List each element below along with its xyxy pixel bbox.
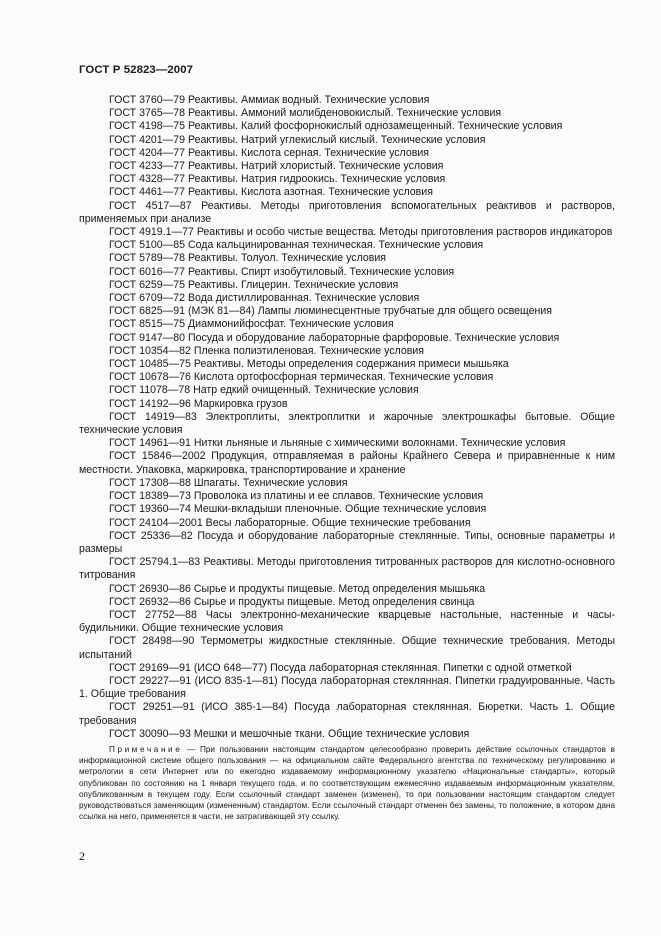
reference-item: ГОСТ 10485—75 Реактивы. Методы определения содержания примеси мышьяка bbox=[109, 358, 509, 371]
reference-item: ГОСТ 11078—78 Натр едкий очищенный. Технические условия bbox=[109, 384, 419, 397]
reference-item: ГОСТ 3760—79 Реактивы. Аммиак водный. Технические условия bbox=[109, 94, 430, 106]
reference-item: ГОСТ 4204—77 Реактивы. Кислота серная. Технические условия bbox=[109, 146, 430, 159]
reference-item: ГОСТ 10354—82 Пленка полиэтиленовая. Технические условия bbox=[109, 344, 425, 357]
reference-item: ГОСТ 6825—91 (МЭК 81—84) Лампы люминесцентные трубчатые для общего освещения bbox=[109, 305, 552, 318]
reference-item: ГОСТ 28498—90 Термометры жидкостные стеклянные. Общие технические требования. Методы испытаний bbox=[79, 635, 615, 661]
reference-item: ГОСТ 25794.1—83 Реактивы. Методы приготовления титрованных растворов для кислотно-основного титрования bbox=[79, 556, 615, 582]
reference-item: ГОСТ 25336—82 Посуда и оборудование лабораторные стеклянные. Типы, основные параметры и размеры bbox=[79, 529, 615, 555]
reference-item: ГОСТ 30090—93 Мешки и мешочные ткани. Общие технические условия bbox=[109, 727, 470, 740]
page-header: ГОСТ Р 52823—2007 bbox=[79, 64, 194, 76]
reference-item: ГОСТ 29251—91 (ИСО 385-1—84) Посуда лабораторная стеклянная. Бюретки. Часть 1. Общие требования bbox=[79, 701, 615, 727]
reference-item: ГОСТ 26932—86 Сырье и продукты пищевые. Метод определения свинца bbox=[109, 595, 475, 608]
reference-item: ГОСТ 4919.1—77 Реактивы и особо чистые вещества. Методы приготовления растворов индикаторов bbox=[109, 226, 613, 239]
reference-item: ГОСТ 27752—88 Часы электронно-механические кварцевые настольные, настенные и часы-будильники. Общие технические условия bbox=[79, 608, 615, 635]
reference-item: ГОСТ 6016—77 Реактивы. Спирт изобутиловый. Технические условия bbox=[109, 265, 455, 278]
reference-item: ГОСТ 4461—77 Реактивы. Кислота азотная. Технические условия bbox=[109, 186, 433, 199]
reference-item: ГОСТ 18389—73 Проволока из платины и ее сплавов. Технические условия bbox=[109, 490, 484, 503]
reference-item: ГОСТ 3765—78 Реактивы. Аммоний молибденовокислый. Технические условия bbox=[109, 107, 502, 120]
note-paragraph bbox=[79, 744, 615, 822]
reference-item: ГОСТ 6259—75 Реактивы. Глицерин. Технические условия bbox=[109, 278, 399, 291]
note-text: — При пользовании настоящим стандартом целесообразно проверить действие ссылочных стандартов в информационной системе общего пользования — на официальном сайте Федерального агентства по техническому регулированию и метрологии в сети Интернет или по ежегодно издаваемому информационному указателю «Национальные стандарты», который опубликован по состоянию на 1 января текущего года, и по соответствующим ежемесячно издаваемым информационным указателям, опубликованным в текущем году. Если ссылочный стандарт заменен (изменен), то при пользовании настоящим стандартом следует руководствоваться заменяющим (измененным) стандартом. Если ссылочный стандарт отменен без замены, то положение, в котором дана ссылка на него, применяется в части, не затрагивающей эту ссылку. bbox=[79, 745, 615, 822]
reference-item: ГОСТ 17308—88 Шпагаты. Технические условия bbox=[109, 476, 348, 489]
reference-item: ГОСТ 29169—91 (ИСО 648—77) Посуда лабораторная стеклянная. Пипетки с одной отметкой bbox=[109, 661, 572, 674]
reference-item: ГОСТ 4233—77 Реактивы. Натрий хлористый. Технические условия bbox=[109, 160, 444, 173]
page-number: 2 bbox=[79, 849, 85, 863]
reference-item: ГОСТ 4201—79 Реактивы. Натрий углекислый кислый. Технические условия bbox=[109, 133, 486, 146]
reference-item: ГОСТ 10678—76 Кислота ортофосфорная термическая. Технические условия bbox=[109, 371, 494, 384]
reference-item: ГОСТ 9147—80 Посуда и оборудование лабораторные фарфоровые. Технические условия bbox=[109, 331, 560, 344]
reference-item: ГОСТ 8515—75 Диаммонийфосфат. Технические условия bbox=[109, 318, 394, 331]
reference-item: ГОСТ 4198—75 Реактивы. Калий фосфорнокислый однозамещенный. Технические условия bbox=[109, 120, 563, 133]
reference-item: ГОСТ 29227—91 (ИСО 835-1—81) Посуда лабораторная стеклянная. Пипетки градуированные. Часть 1. Общие требования bbox=[79, 674, 615, 701]
reference-item: ГОСТ 15846—2002 Продукция, отправляемая в районы Крайнего Севера и приравненные к ним местности. Упаковка, маркировка, транспортирование и хранение bbox=[79, 450, 615, 476]
reference-item: ГОСТ 14192—96 Маркировка грузов bbox=[109, 397, 288, 410]
reference-item: ГОСТ 14961—91 Нитки льняные и льняные с химическими волокнами. Технические условия bbox=[109, 437, 566, 450]
reference-item: ГОСТ 4328—77 Реактивы. Натрия гидроокись. Технические условия bbox=[109, 173, 446, 186]
reference-item: ГОСТ 24104—2001 Весы лабораторные. Общие технические требования bbox=[109, 516, 471, 529]
normative-references-list bbox=[79, 94, 615, 741]
reference-item: ГОСТ 4517—87 Реактивы. Методы приготовления вспомогательных реактивов и растворов, применяемых при анализе bbox=[79, 199, 615, 225]
reference-item: ГОСТ 5789—78 Реактивы. Толуол. Технические условия bbox=[109, 252, 387, 265]
reference-item: ГОСТ 14919—83 Электроплиты, электроплитки и жарочные электрошкафы бытовые. Общие технические условия bbox=[79, 410, 615, 437]
reference-item: ГОСТ 26930—86 Сырье и продукты пищевые. Метод определения мышьяка bbox=[109, 582, 486, 595]
reference-item: ГОСТ 19360—74 Мешки-вкладыши пленочные. Общие технические условия bbox=[109, 503, 487, 516]
reference-item: ГОСТ 6709—72 Вода дистиллированная. Технические условия bbox=[109, 292, 420, 305]
reference-item: ГОСТ 5100—85 Сода кальцинированная техническая. Технические условия bbox=[109, 239, 484, 252]
note-label: Примечание bbox=[109, 745, 183, 754]
